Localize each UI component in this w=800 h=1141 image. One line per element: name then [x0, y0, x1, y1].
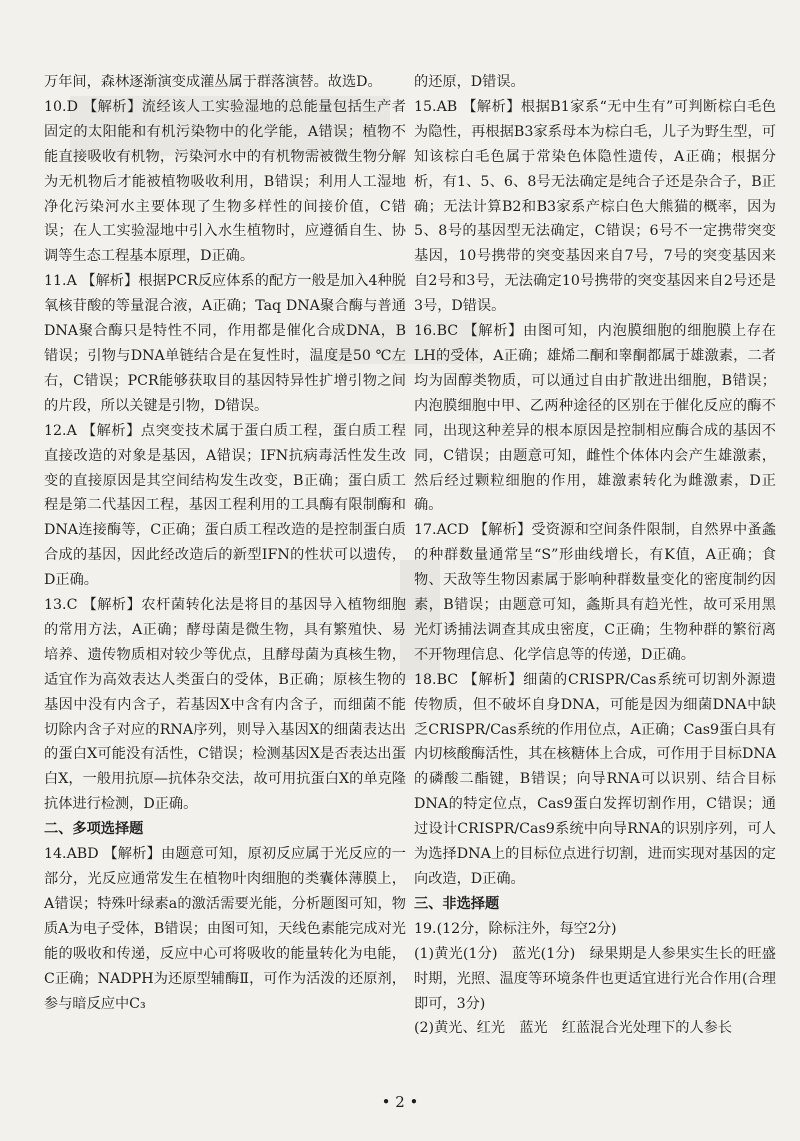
left-para-0: 万年间，森林逐渐演变成灌丛属于群落演替。故选D。 [44, 74, 382, 90]
answer-17: 17.ACD 【解析】受资源和空间条件限制，自然界中蚤螽的种群数量通常呈“S”形曲线增长，有K值，A正确；食物、天敌等生物因素属于影响种群数量变化的密度制约因素，B错误；由题意可知，螽斯具有趋光性，故可采用黑光灯诱捕法调查其成虫密度，C正确；生物种群的繁衍离不开物理信息、化学信息等的传递，D正确。 [414, 522, 776, 663]
answer-11: 11.A 【解析】根据PCR反应体系的配方一般是加入4种脱氧核苷酸的等量混合液，A正确；Taq DNA聚合酶与普通DNA聚合酶只是特性不同，作用都是催化合成DNA，B错误；引物与DNA单链结合是在复性时，温度是50 ℃左右，C错误；PCR能够获取目的基因特异性扩增引物之间的片段，所以关键是引物，D错误。 [44, 273, 406, 414]
section-heading-multiple-choice: 二、多项选择题 [44, 821, 144, 838]
answer-19-header: 19.(12分，除标注外，每空2分) [414, 920, 617, 937]
right-para-0: 的还原，D错误。 [414, 74, 525, 90]
left-column [44, 70, 406, 1016]
answer-15: 15.AB 【解析】根据B1家系“无中生有”可判断棕白毛色为隐性，再根据B3家系母本为棕白毛，儿子为野生型，可知该棕白毛色属于常染色体隐性遗传，A正确；根据分析，有1、5、6、8号无法确定是纯合子还是杂合子，B正确；无法计算B2和B3家系产棕白色大熊猫的概率，因为5、8号的基因型无法确定，C错误；6号不一定携带突变基因，10号携带的突变基因来自7号，7号的突变基因来自2号和3号，无法确定10号携带的突变基因来自2号还是3号，D错误。 [414, 98, 776, 315]
answer-13: 13.C 【解析】农杆菌转化法是将目的基因导入植物细胞的常用方法，A正确；酵母菌是微生物，具有繁殖快、易培养、遗传物质相对较少等优点，且酵母菌为真核生物，适宜作为高效表达人类蛋白的受体，B正确；原核生物的基因中没有内含子，若基因X中含有内含子，而细菌不能切除内含子对应的RNA序列，则导入基因X的细菌表达出的蛋白X可能没有活性，C错误；检测基因X是否表达出蛋白X，一般用抗原—抗体杂交法，故可用抗蛋白X的单克隆抗体进行检测，D正确。 [44, 597, 406, 813]
answer-12: 12.A 【解析】点突变技术属于蛋白质工程，蛋白质工程直接改造的对象是基因，A错误；IFN抗病毒活性发生改变的直接原因是其空间结构发生改变，B正确；蛋白质工程是第二代基因工程，基因工程利用的工具酶有限制酶和DNA连接酶等，C正确；蛋白质工程改造的是控制蛋白质合成的基因，因此经改造后的新型IFN的性状可以遗传，D正确。 [44, 422, 406, 589]
section-heading-non-choice: 三、非选择题 [414, 895, 500, 912]
page-number: • 2 • [381, 1093, 419, 1111]
answer-14: 14.ABD 【解析】由题意可知，原初反应属于光反应的一部分，光反应通常发生在植物叶肉细胞的类囊体薄膜上，A错误；特殊叶绿素a的激活需要光能，分析题图可知，物质A为电子受体，B错误；由图可知，天线色素能完成对光能的吸收和传递，反应中心可将吸收的能量转化为电能，C正确；NADPH为还原型辅酶Ⅱ，可作为活泼的还原剂，参与暗反应中C₃ [44, 846, 406, 1012]
right-column [414, 70, 776, 1041]
answer-18: 18.BC 【解析】细菌的CRISPR/Cas系统可切割外源遗传物质，但不破坏自身DNA，可能是因为细菌DNA中缺乏CRISPR/Cas系统的作用位点，A正确；Cas9蛋白具有内切核酸酶活性，其在核糖体上合成，可作用于目标DNA的磷酸二酯键，B错误；向导RNA可以识别、结合目标DNA的特定位点，Cas9蛋白发挥切割作用，C错误；通过设计CRISPR/Cas9系统中向导RNA的识别序列，可人为选择DNA上的目标位点进行切割，进而实现对基因的定向改造，D正确。 [414, 671, 776, 887]
answer-10: 10.D 【解析】流经该人工实验湿地的总能量包括生产者固定的太阳能和有机污染物中的化学能，A错误；植物不能直接吸收有机物，污染河水中的有机物需被微生物分解为无机物后才能被植物吸收利用，B错误；利用人工湿地净化污染河水主要体现了生物多样性的间接价值，C错误；在人工实验湿地中引入水生植物时，应遵循自生、协调等生态工程基本原理，D正确。 [44, 98, 406, 265]
answer-19-part-2: (2)黄光、红光 蓝光 红蓝混合光处理下的人参长 [414, 1020, 733, 1037]
answer-16: 16.BC 【解析】由图可知，内泡膜细胞的细胞膜上存在LH的受体，A正确；雄烯二酮和睾酮都属于雄激素，二者均为固醇类物质，可以通过自由扩散进出细胞，B错误；内泡膜细胞中甲、乙两种途径的区别在于催化反应的酶不同，出现这种差异的根本原因是控制相应酶合成的基因不同，C错误；由题意可知，雌性个体体内会产生雄激素，然后经过颗粒细胞的作用，雄激素转化为雌激素，D正确。 [414, 323, 776, 514]
answer-19-part-1: (1)黄光(1分) 蓝光(1分) 绿果期是人参果实生长的旺盛时期，光照、温度等环境条件也更适宜进行光合作用(合理即可，3分) [414, 945, 776, 1012]
